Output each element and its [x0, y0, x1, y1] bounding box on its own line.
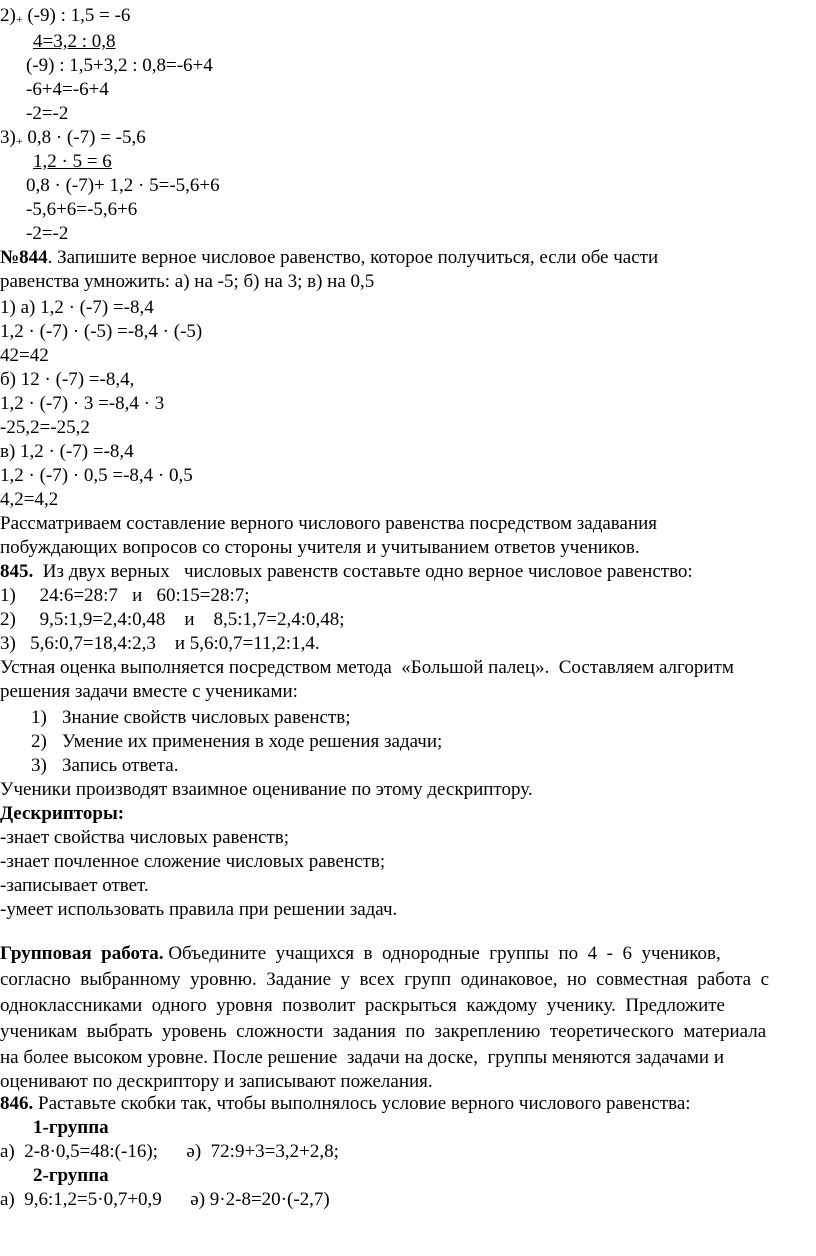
solution-line: 1) а) 1,2 · (-7) =-8,4 [0, 297, 154, 318]
item-3-line [0, 126, 146, 153]
descriptor-item: -знает свойства числовых равенств; [0, 827, 290, 848]
task-text: Из двух верных числовых равенств составьте одно верное числовое равенство: [33, 561, 693, 582]
task-846-heading [0, 1092, 691, 1116]
task-line: 1) 24:6=28:7 и 60:15=28:7; [0, 585, 250, 606]
list-item [31, 730, 47, 754]
equation-line: -5,6+6=-5,6+6 [26, 199, 138, 220]
solution-line: б) 12 · (-7) =-8,4, [0, 369, 135, 390]
equation-line: -2=-2 [26, 103, 69, 124]
group-work-heading [0, 942, 721, 966]
task-844-heading [0, 246, 658, 270]
task-line: 2) 9,5:1,9=2,4:0,48 и 8,5:1,7=2,4:0,48; [0, 609, 345, 630]
solution-line: 1,2 · (-7) · (-5) =-8,4 · (-5) [0, 321, 203, 342]
item-number: 3) [0, 127, 16, 148]
task-line: а) 9,6:1,2=5·0,7+0,9 ә) 9·2-8=20·(-2,7) [0, 1189, 330, 1210]
list-item [31, 754, 47, 778]
descriptor-item: -умеет использовать правила при решении задач. [0, 899, 398, 920]
solution-line: 1,2 · (-7) · 0,5 =-8,4 · 0,5 [0, 465, 193, 486]
solution-line: 42=42 [0, 345, 49, 366]
group-work-title: Групповая работа. [0, 943, 164, 964]
descriptor-item: -знает почленное сложение числовых равенств; [0, 851, 386, 872]
task-line: 3) 5,6:0,7=18,4:2,3 и 5,6:0,7=11,2:1,4. [0, 633, 320, 654]
task-845-heading [0, 560, 693, 584]
solution-line: 1,2 · (-7) · 3 =-8,4 · 3 [0, 393, 165, 414]
paragraph-line: согласно выбранному уровню. Задание у всех групп одинаковое, но совместная работа с [0, 969, 770, 990]
equation-line: 0,8 · (-7) = -5,6 [27, 127, 146, 148]
equation-line: (-9) : 1,5 = -6 [27, 5, 131, 26]
paragraph-line: Рассматриваем составление верного числового равенства посредством задавания [0, 513, 658, 534]
equation-line: 4=3,2 : 0,8 [33, 31, 116, 52]
paragraph-line: Устная оценка выполняется посредством метода «Большой палец». Составляем алгоритм [0, 657, 734, 678]
solution-line: 4,2=4,2 [0, 489, 59, 510]
solution-line: -25,2=-25,2 [0, 417, 90, 438]
list-item-text: Запись ответа. [62, 755, 179, 776]
paragraph-line: побуждающих вопросов со стороны учителя и учитыванием ответов учеников. [0, 537, 640, 558]
task-text: . Запишите верное числовое равенство, которое получиться, если обе части [47, 247, 659, 268]
item-2-line [0, 4, 130, 31]
plus-sign: + [15, 134, 23, 148]
task-number: 845. [0, 561, 34, 582]
list-number: 3) [31, 755, 47, 776]
task-text: равенства умножить: а) на -5; б) на 3; в) на 0,5 [0, 271, 375, 292]
paragraph-line: оценивают по дескриптору и записывают пожелания. [0, 1071, 433, 1092]
paragraph-line: Объедините учащихся в однородные группы по 4 - 6 учеников, [163, 943, 721, 964]
list-item-text: Знание свойств числовых равенств; [62, 707, 351, 728]
task-number: 846. [0, 1093, 34, 1114]
equation-line: -6+4=-6+4 [26, 79, 109, 100]
list-number: 1) [31, 707, 47, 728]
equation-line: -2=-2 [26, 223, 69, 244]
group-2-title: 2-группа [33, 1165, 109, 1186]
task-line: а) 2-8·0,5=48:(-16); ә) 72:9+3=3,2+2,8; [0, 1141, 339, 1162]
equation-line: 1,2 · 5 = 6 [33, 151, 112, 172]
list-item-text: Умение их применения в ходе решения задачи; [62, 731, 443, 752]
equation-line: 0,8 · (-7)+ 1,2 · 5=-5,6+6 [26, 175, 220, 196]
paragraph-line: Ученики производят взаимное оценивание по этому дескриптору. [0, 779, 533, 800]
item-number: 2) [0, 5, 16, 26]
task-text: Раставьте скобки так, чтобы выполнялось условие верного числового равенства: [33, 1093, 691, 1114]
paragraph-line: на более высоком уровне. После решение задачи на доске, группы меняются задачами и [0, 1047, 724, 1068]
plus-sign: + [15, 12, 23, 26]
list-number: 2) [31, 731, 47, 752]
descriptors-title: Дескрипторы: [0, 803, 125, 824]
paragraph-line: ученикам выбрать уровень сложности задания по закреплению теоретического материала [0, 1021, 767, 1042]
group-1-title: 1-группа [33, 1117, 109, 1138]
solution-line: в) 1,2 · (-7) =-8,4 [0, 441, 134, 462]
paragraph-line: решения задачи вместе с учениками: [0, 681, 298, 702]
paragraph-line: одноклассниками одного уровня позволит раскрыться каждому ученику. Предложите [0, 995, 725, 1016]
equation-line: (-9) : 1,5+3,2 : 0,8=-6+4 [26, 55, 213, 76]
descriptor-item: -записывает ответ. [0, 875, 149, 896]
task-number: №844 [0, 247, 48, 268]
list-item [31, 706, 47, 730]
